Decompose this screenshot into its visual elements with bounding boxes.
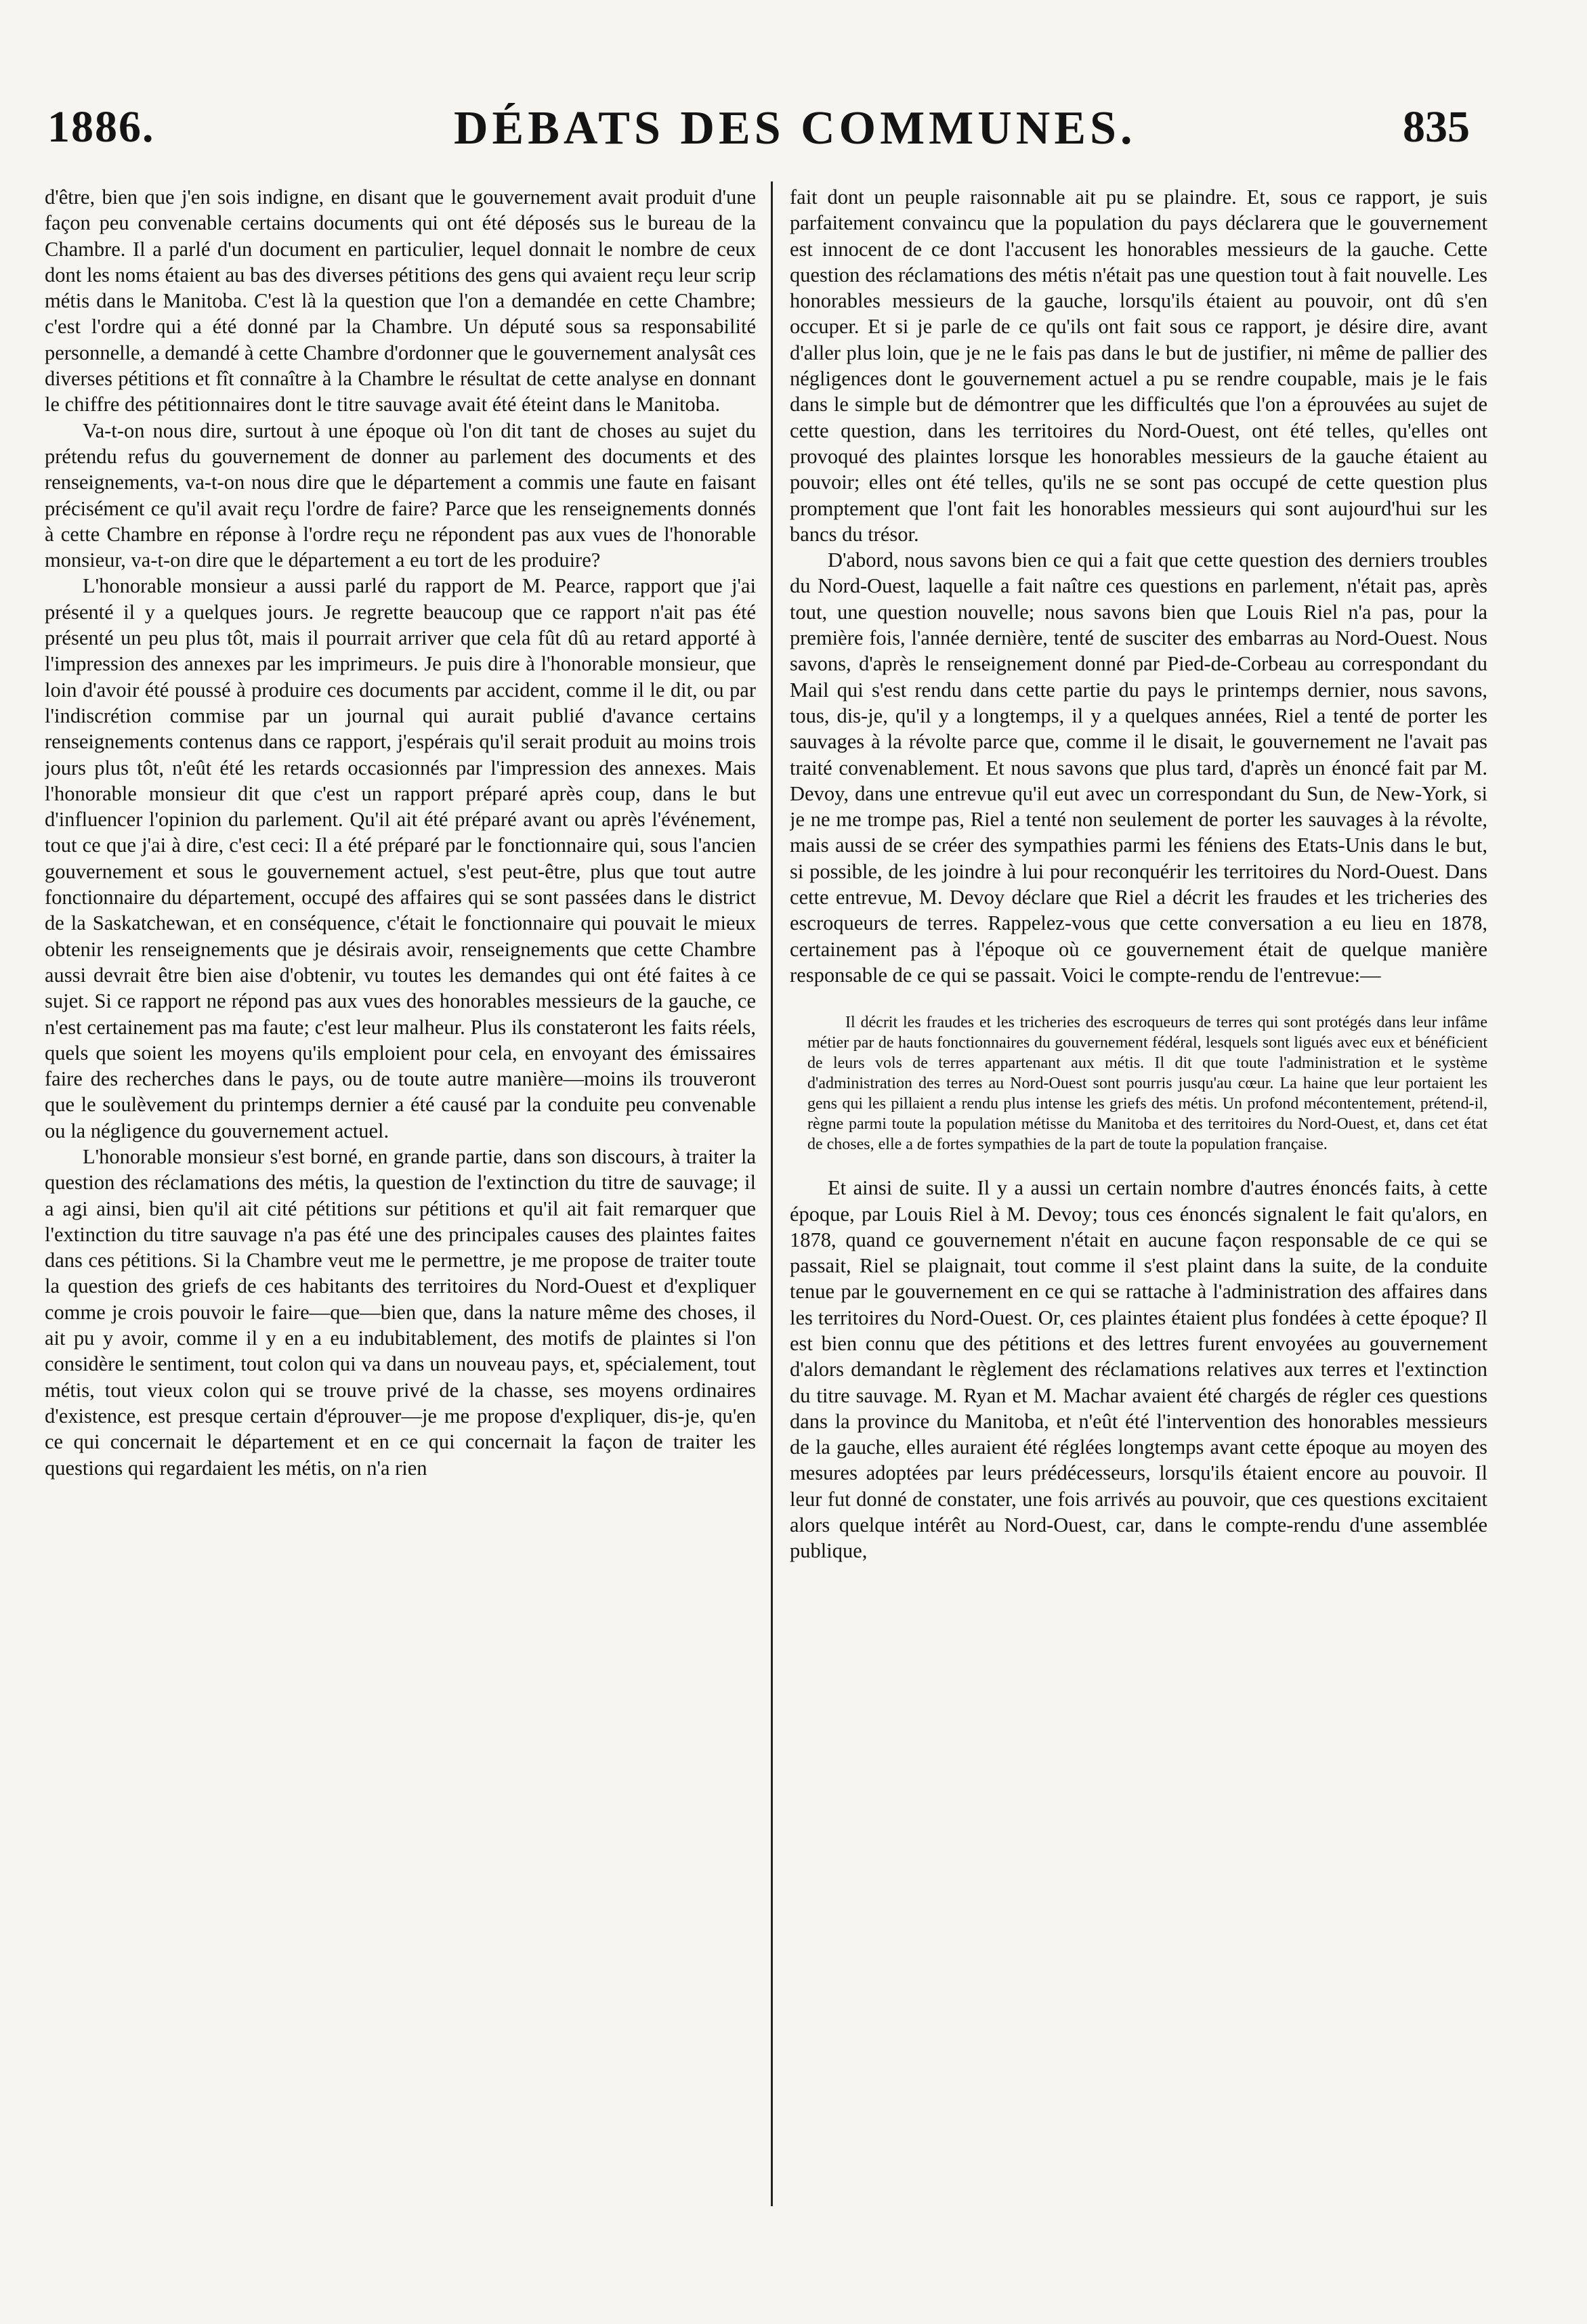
paragraph: L'honorable monsieur s'est borné, en grande partie, dans son discours, à traiter la question des réclamations des métis, la question de l'extinction du titre de sauvage; il a agi ainsi, bien qu'il ait cité pétitions sur pétitions et qu'il ait fait remarquer que l'extinction du titre sauvage n'a pas été une des principales causes des plaintes faites dans ces pétitions. Si la Chambre veut me le permettre, je me propose de traiter toute la question des griefs de ces habitants des territoires du Nord-Ouest et d'expliquer comme je crois pouvoir le faire—que—bien que, dans la nature même des choses, il ait pu y avoir, comme il y en a eu indubitablement, des motifs de plaintes si l'on considère le sentiment, tout colon qui va dans un nouveau pays, et, spécialement, tout métis, tout vieux colon qui se trouve privé de la chasse, ses moyens ordinaires d'existence, est presque certain d'éprouver—je me propose d'expliquer, dis-je, qu'en ce qui concernait le département et en ce qui concernait la façon de traiter les questions qui regardaient les métis, on n'a rien	[45, 1144, 756, 1480]
page-title: DÉBATS DES COMMUNES.	[454, 102, 1137, 154]
paragraph: Va-t-on nous dire, surtout à une époque où l'on dit tant de choses au sujet du prétendu refus du gouvernement de donner au parlement des documents et des renseignements, va-t-on nous dire que le département a commis une faute en faisant précisément ce qu'il avait reçu l'ordre de faire? Parce que les renseignements donnés à cette Chambre en réponse à l'ordre reçu ne répondent pas aux vues de l'honorable monsieur, va-t-on dire que le département a eu tort de les produire?	[45, 418, 756, 572]
page-header	[47, 102, 1470, 169]
paragraph: L'honorable monsieur a aussi parlé du rapport de M. Pearce, rapport que j'ai présenté il y a quelques jours. Je regrette beaucoup que ce rapport n'ait pas été présenté un peu plus tôt, mais il pourrait arriver que cela fût dû au retard apporté à l'impression des annexes par les imprimeurs. Je puis dire à l'honorable monsieur, que loin d'avoir été poussé à produire ces documents par accident, comme il le dit, ou par l'indiscrétion commise par un journal qui aurait publié d'avance certains renseignements contenus dans ce rapport, j'espérais qu'il serait produit au moins trois jours plus tôt, n'eût été les retards occasionnés par l'impression des annexes. Mais l'honorable monsieur dit que c'est un rapport préparé après coup, dans le but d'influencer l'opinion du parlement. Qu'il ait été préparé avant ou après l'événement, tout ce que j'ai à dire, c'est ceci: Il a été préparé par le fonctionnaire qui, sous l'ancien gouvernement et sous le gouvernement actuel, s'est peut-être, plus que tout autre fonctionnaire du département, occupé des affaires qui se sont passées dans le district de la Saskatchewan, et en conséquence, c'était le fonctionnaire qui pouvait le mieux obtenir les renseignements que je désirais avoir, renseignements que cette Chambre aussi devrait être bien aise d'obtenir, vu toutes les demandes qui ont été faites à ce sujet. Si ce rapport ne répond pas aux vues des honorables messieurs de la gauche, ce n'est certainement pas ma faute; c'est leur malheur. Plus ils constateront les faits réels, quels que soient les moyens qu'ils emploient pour cela, en envoyant des émissaires faire des recherches dans le pays, ou de toute autre manière—moins ils trouveront que le soulèvement du printemps dernier a été causé par la conduite peu convenable ou la négligence du gouvernement actuel.	[45, 574, 756, 1142]
paragraph: D'abord, nous savons bien ce qui a fait que cette question des derniers troubles du Nord-Ouest, laquelle a fait naître ces questions en parlement, n'était pas, après tout, une question nouvelle; nous savons bien que Louis Riel n'a pas, pour la première fois, l'année dernière, tenté de susciter des embarras au Nord-Ouest. Nous savons, d'après le renseignement donné par Pied-de-Corbeau au correspondant du Mail qui s'est rendu dans cette partie du pays le printemps dernier, nous savons, tous, dis-je, qu'il y a longtemps, il y a quelques années, Riel a tenté de porter les sauvages à la révolte parce que, comme il le disait, le gouvernement ne l'avait pas traité convenablement. Et nous savons que plus tard, d'après un énoncé fait par M. Devoy, dans une entrevue qu'il eut avec un correspondant du Sun, de New-York, si je ne me trompe pas, Riel a tenté non seulement de porter les sauvages à la révolte, mais aussi de se créer des sympathies parmi les féniens des Etats-Unis dans le but, si possible, de les joindre à lui pour reconquérir les territoires du Nord-Ouest. Dans cette entrevue, M. Devoy déclare que Riel a décrit les fraudes et les tricheries des escroqueurs de terres. Rappelez-vous que cette conversation a eu lieu en 1878, certainement pas à l'époque où ce gouvernement était de quelque manière responsable de ce qui se passait. Voici le compte-rendu de l'entrevue:—	[790, 548, 1487, 987]
column-divider	[771, 181, 773, 2206]
paragraph: d'être, bien que j'en sois indigne, en disant que le gouvernement avait produit d'une façon peu convenable certains documents qui ont été déposés sus le bureau de la Chambre. Il a parlé d'un document en particulier, lequel donnait le nombre de ceux dont les noms étaient au bas des diverses pétitions des gens qui avaient reçu leur scrip métis dans le Manitoba. C'est là la question que l'on a demandée en cette Chambre; c'est l'ordre qui a été donné par la Chambre. Un député sous sa responsabilité personnelle, a demandé à cette Chambre d'ordonner que le gouvernement analysât ces diverses pétitions et fît connaître à la Chambre le résultat de cette analyse en donnant le chiffre des pétitionnaires dont le titre sauvage avait été éteint dans le Manitoba.	[45, 186, 756, 416]
right-column	[790, 184, 1487, 2209]
block-quote: Il décrit les fraudes et les tricheries des escroqueurs de terres qui sont protégés dans leur infâme métier par de hauts fonctionnaires du gouvernement fédéral, lesquels sont ligués avec eux et bénéficient de leurs vols de terres appartenant aux métis. Il dit que toute l'administration et le système d'administration des terres au Nord-Ouest sont pourris jusqu'au cœur. La haine que leur portaient les gens qui les pillaient a rendu plus intense les griefs des métis. Un profond mécontentement, prétend-il, règne parmi toute la population métisse du Manitoba et des territoires du Nord-Ouest, et, dans cet état de choses, elle a de fortes sympathies de la part de toute la population française.	[807, 1014, 1487, 1154]
page-year: 1886.	[47, 102, 155, 152]
left-column	[45, 184, 756, 2209]
page-number: 835	[1403, 102, 1470, 152]
paragraph: fait dont un peuple raisonnable ait pu se plaindre. Et, sous ce rapport, je suis parfaitement convaincu que la population du pays déclarera que le gouvernement est innocent de ce dont l'accusent les honorables messieurs de la gauche. Cette question des réclamations des métis n'était pas une question tout à fait nouvelle. Les honorables messieurs de la gauche, lorsqu'ils étaient au pouvoir, ont dû s'en occuper. Et si je parle de ce qu'ils ont fait sous ce rapport, je désire dire, avant d'aller plus loin, que je ne le fais pas dans le but de justifier, ni même de pallier des négligences dont le gouvernement actuel a pu se rendre coupable, mais je le fais dans le simple but de démontrer que les difficultés que l'on a éprouvées au sujet de cette question, dans les territoires du Nord-Ouest, ont été telles, qu'elles ont provoqué des plaintes lorsque les honorables messieurs de la gauche étaient au pouvoir; elles ont été telles, qu'ils ne se sont pas occupé de cette question plus promptement que l'ont fait les honorables messieurs qui sont aujourd'hui sur les bancs du trésor.	[790, 186, 1487, 546]
paragraph: Et ainsi de suite. Il y a aussi un certain nombre d'autres énoncés faits, à cette époque, par Louis Riel à M. Devoy; tous ces énoncés signalent le fait qu'alors, en 1878, quand ce gouvernement n'était en aucune façon responsable de ce qui se passait, Riel se plaignait, tout comme il s'est plaint dans la suite, de la conduite tenue par le gouvernement en ce qui se rattache à l'administration des affaires dans les territoires du Nord-Ouest. Or, ces plaintes étaient plus fondées à cette époque? Il est bien connu que des pétitions et des lettres furent envoyées au gouvernement d'alors demandant le règlement des réclamations relatives aux terres et l'extinction du titre sauvage. M. Ryan et M. Machar avaient été chargés de régler ces questions dans la province du Manitoba, et n'eût été l'intervention des honorables messieurs de la gauche, elles auraient été réglées longtemps avant cette époque au moyen des mesures adoptées par leurs prédécesseurs, lorsqu'ils étaient encore au pouvoir. Il leur fut donné de constater, une fois arrivés au pouvoir, que ces questions excitaient alors quelque intérêt au Nord-Ouest, car, dans le compte-rendu d'une assemblée publique,	[790, 1176, 1487, 1563]
